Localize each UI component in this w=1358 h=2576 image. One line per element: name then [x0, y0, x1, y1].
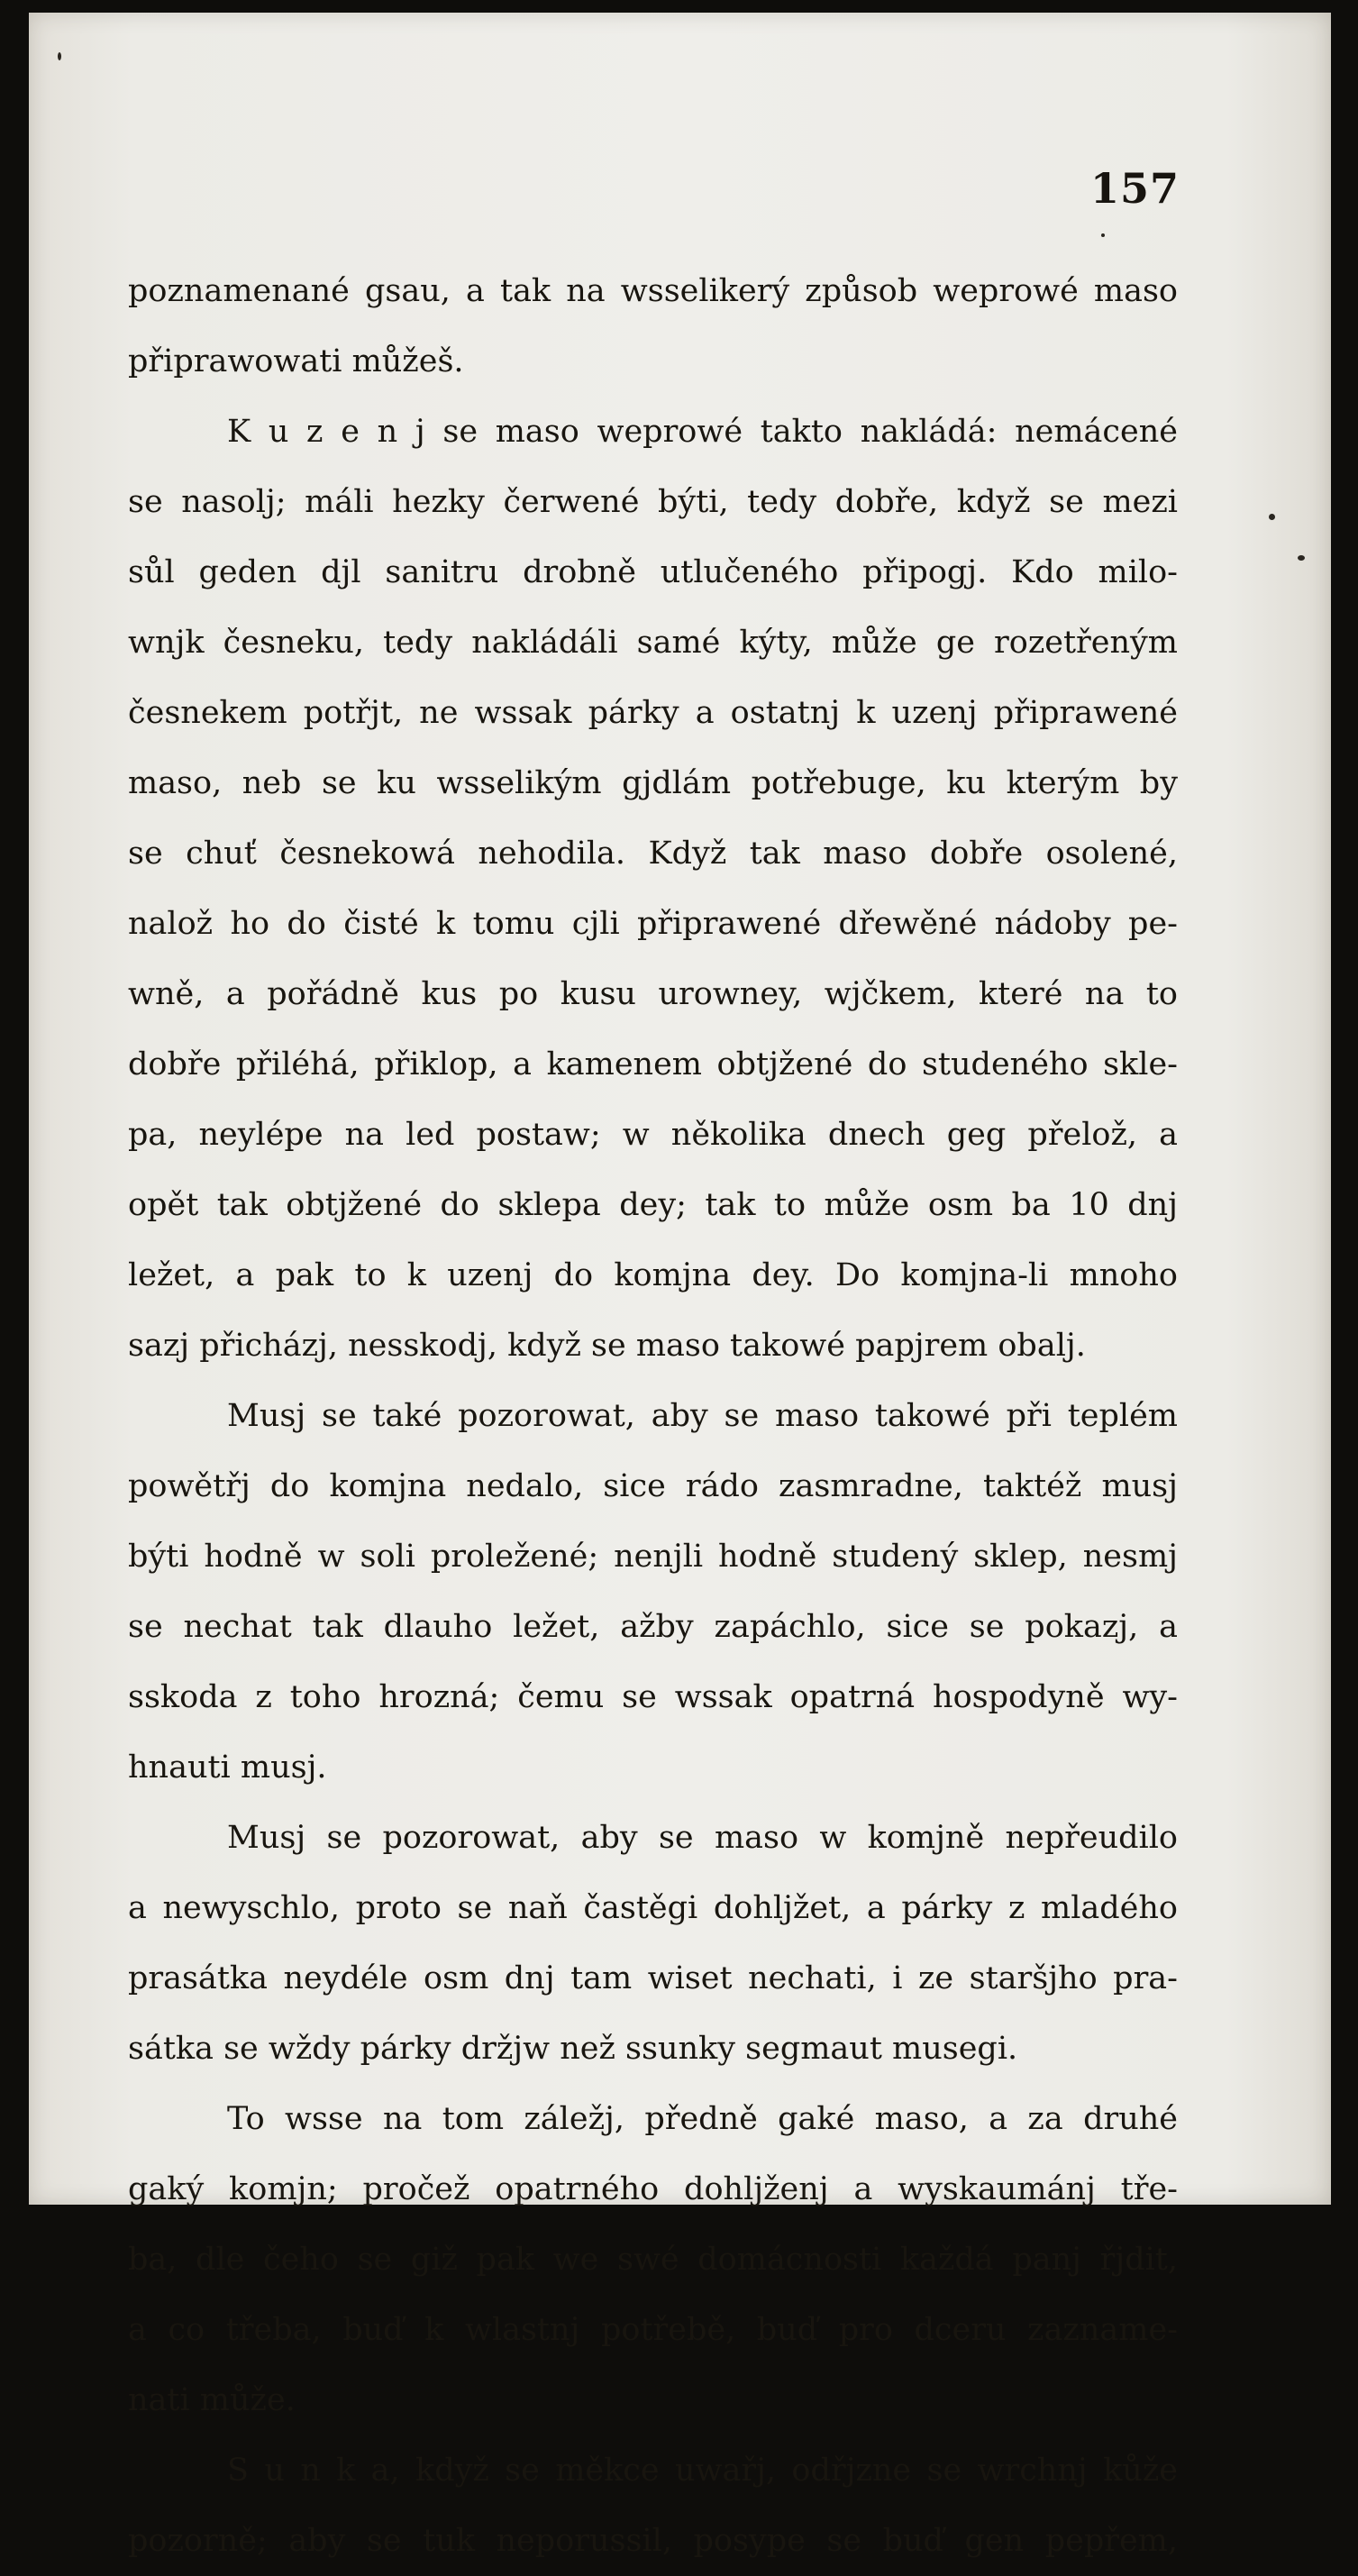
page-number: 157 [1089, 164, 1180, 213]
ink-speck [1101, 233, 1105, 237]
text-line: pa, neylépe na led postaw; w několika dnech geg přelož, a [128, 1117, 1178, 1153]
page-body-text [128, 256, 1178, 2576]
text-line: býti hodně w soli proležené; nenjli hodně studený sklep, nesmj [128, 1539, 1178, 1575]
text-line: S u n k a, když se měkce uwařj, odřjzne se wrchnj kůže [227, 2453, 1178, 2489]
text-line: sazj přicházj, nesskodj, když se maso takowé papjrem obalj. [128, 1328, 1086, 1364]
ink-speck [1298, 555, 1305, 561]
text-line: powětřj do komjna nedalo, sice rádo zasmradne, taktéž musj [128, 1468, 1178, 1504]
text-line: sátka se wždy párky držjw než ssunky segmaut musegi. [128, 2031, 1018, 2067]
text-line: wnjk česneku, tedy nakládáli samé kýty, může ge rozetřeným [128, 625, 1178, 661]
ink-speck [1269, 514, 1275, 520]
text-line: maso, neb se ku wsselikým gjdlám potřebuge, ku kterým by [128, 765, 1178, 801]
text-line: dobře přiléhá, přiklop, a kamenem obtjžené do studeného skle- [128, 1046, 1178, 1082]
text-line: prasátka neydéle osm dnj tam wiset nechati, i ze staršjho pra- [128, 1960, 1178, 1996]
text-line: a co třeba, buď k wlastnj potřebě, buď pro dceru zazname- [128, 2312, 1178, 2348]
text-line: se nechat tak dlauho ležet, ažby zapáchlo, sice se pokazj, a [128, 1609, 1178, 1645]
text-line: wně, a pořádně kus po kusu urowney, wjčkem, které na to [128, 976, 1178, 1012]
text-line: sskoda z toho hrozná; čemu se wssak opatrná hospodyně wy- [128, 1679, 1178, 1715]
text-line: nati může. [128, 2382, 296, 2418]
text-line: sůl geden djl sanitru drobně utlučeného připogj. Kdo milo- [128, 554, 1178, 590]
text-line: ba, dle čeho se giž pak we swé domácnosti každá panj řjdit, [128, 2242, 1178, 2278]
text-line: připrawowati můžeš. [128, 343, 464, 379]
text-line: hnauti musj. [128, 1749, 327, 1786]
book-page [29, 13, 1331, 2559]
text-line: poznamenané gsau, a tak na wsselikerý způsob weprowé maso [128, 273, 1178, 309]
text-line: Musj se také pozorowat, aby se maso takowé při teplém [227, 1398, 1178, 1434]
text-line: Musj se pozorowat, aby se maso w komjně nepřeudilo [227, 1820, 1178, 1856]
text-line: opět tak obtjžené do sklepa dey; tak to může osm ba 10 dnj [128, 1187, 1178, 1223]
text-line: pozorně; aby se tuk neporussil, posype se buď gen pepřem, [128, 2523, 1178, 2559]
text-line: se nasolj; máli hezky čerwené býti, tedy dobře, když se mezi [128, 484, 1178, 520]
text-line: česnekem potřjt, ne wssak párky a ostatnj k uzenj připrawené [128, 695, 1178, 731]
text-line: nalož ho do čisté k tomu cjli připrawené dřewěné nádoby pe- [128, 906, 1178, 942]
text-line: K u z e n j se maso weprowé takto nakládá: nemácené [227, 414, 1178, 450]
text-line: ležet, a pak to k uzenj do komjna dey. Do komjna-li mnoho [128, 1257, 1178, 1293]
text-line: To wsse na tom záležj, předně gaké maso, a za druhé [227, 2101, 1178, 2137]
text-line: se chuť česnekowá nehodila. Když tak maso dobře osolené, [128, 836, 1178, 872]
text-line: a newyschlo, proto se naň častěgi dohljžet, a párky z mladého [128, 1890, 1178, 1926]
ink-speck [58, 52, 61, 60]
text-line: gaký komjn; pročež opatrného dohljženj a wyskaumánj tře- [128, 2171, 1178, 2207]
